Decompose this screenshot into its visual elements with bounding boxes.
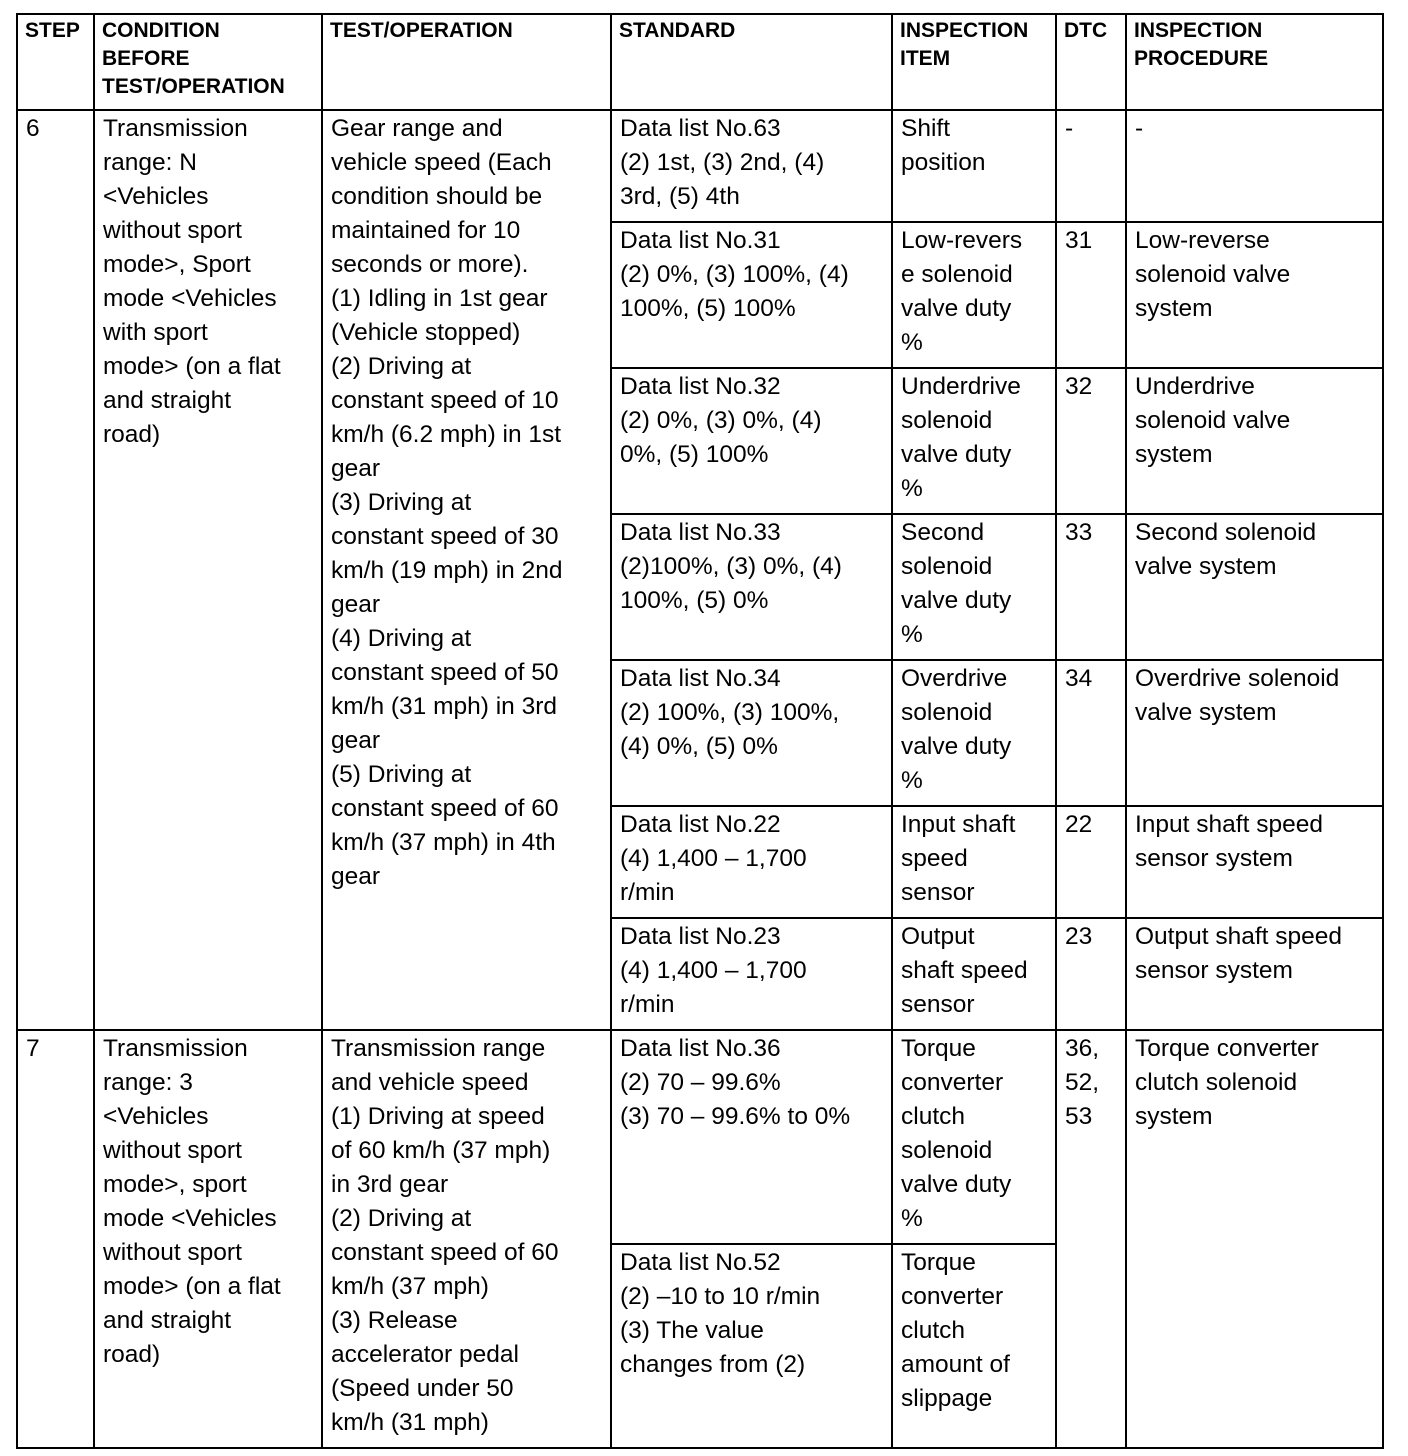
inspection-item-cell: Underdrive solenoid valve duty % (892, 368, 1056, 514)
inspection-item-cell: Low-revers e solenoid valve duty % (892, 222, 1056, 368)
condition-cell: Transmission range: N <Vehicles without sport mode>, Sport mode <Vehicles with sport mode> (on a flat and straight road) (94, 110, 322, 1030)
header-standard: STANDARD (611, 14, 892, 110)
inspection-procedure-cell: Overdrive solenoid valve system (1126, 660, 1383, 806)
standard-cell: Data list No.36 (2) 70 – 99.6% (3) 70 – 99.6% to 0% (611, 1030, 892, 1244)
standard-cell: Data list No.22 (4) 1,400 – 1,700 r/min (611, 806, 892, 918)
inspection-item-cell: Torque converter clutch amount of slippage (892, 1244, 1056, 1448)
condition-cell: Transmission range: 3 <Vehicles without sport mode>, sport mode <Vehicles without sport mode> (on a flat and straight road) (94, 1030, 322, 1448)
dtc-cell: 33 (1056, 514, 1126, 660)
inspection-procedure-cell: Underdrive solenoid valve system (1126, 368, 1383, 514)
inspection-procedure-cell: Torque converter clutch solenoid system (1126, 1030, 1383, 1448)
inspection-procedure-cell: - (1126, 110, 1383, 222)
dtc-cell: 31 (1056, 222, 1126, 368)
inspection-item-cell: Output shaft speed sensor (892, 918, 1056, 1030)
inspection-item-cell: Overdrive solenoid valve duty % (892, 660, 1056, 806)
standard-cell: Data list No.52 (2) –10 to 10 r/min (3) The value changes from (2) (611, 1244, 892, 1448)
header-inspection-item: INSPECTION ITEM (892, 14, 1056, 110)
standard-cell: Data list No.31 (2) 0%, (3) 100%, (4) 100%, (5) 100% (611, 222, 892, 368)
header-test-operation: TEST/OPERATION (322, 14, 611, 110)
dtc-cell: 32 (1056, 368, 1126, 514)
header-row (17, 14, 1383, 110)
inspection-procedure-cell: Second solenoid valve system (1126, 514, 1383, 660)
standard-cell: Data list No.23 (4) 1,400 – 1,700 r/min (611, 918, 892, 1030)
dtc-cell: 36, 52, 53 (1056, 1030, 1126, 1448)
inspection-procedure-cell: Low-reverse solenoid valve system (1126, 222, 1383, 368)
standard-cell: Data list No.32 (2) 0%, (3) 0%, (4) 0%, (5) 100% (611, 368, 892, 514)
standard-cell: Data list No.33 (2)100%, (3) 0%, (4) 100%, (5) 0% (611, 514, 892, 660)
inspection-item-cell: Input shaft speed sensor (892, 806, 1056, 918)
test-operation-cell: Transmission range and vehicle speed (1) Driving at speed of 60 km/h (37 mph) in 3rd gear (2) Driving at constant speed of 60 km/h (37 mph) (3) Release accelerator pedal (Speed under 50 km/h (31 mph) (322, 1030, 611, 1448)
dtc-cell: - (1056, 110, 1126, 222)
standard-cell: Data list No.34 (2) 100%, (3) 100%, (4) 0%, (5) 0% (611, 660, 892, 806)
header-condition: CONDITION BEFORE TEST/OPERATION (94, 14, 322, 110)
standard-cell: Data list No.63 (2) 1st, (3) 2nd, (4) 3rd, (5) 4th (611, 110, 892, 222)
header-dtc: DTC (1056, 14, 1126, 110)
dtc-cell: 23 (1056, 918, 1126, 1030)
table-row (17, 110, 1383, 222)
inspection-procedure-cell: Input shaft speed sensor system (1126, 806, 1383, 918)
dtc-cell: 34 (1056, 660, 1126, 806)
inspection-item-cell: Second solenoid valve duty % (892, 514, 1056, 660)
inspection-item-cell: Shift position (892, 110, 1056, 222)
table-row (17, 1030, 1383, 1244)
inspection-procedure-cell: Output shaft speed sensor system (1126, 918, 1383, 1030)
inspection-item-cell: Torque converter clutch solenoid valve duty % (892, 1030, 1056, 1244)
inspection-table (16, 13, 1384, 1449)
header-step: STEP (17, 14, 94, 110)
step-cell: 6 (17, 110, 94, 1030)
test-operation-cell: Gear range and vehicle speed (Each condition should be maintained for 10 seconds or more). (1) Idling in 1st gear (Vehicle stopped) (2) Driving at constant speed of 10 km/h (6.2 mph) in 1st gear (3) Driving at constant speed of 30 km/h (19 mph) in 2nd gear (4) Driving at constant speed of 50 km/h (31 mph) in 3rd gear (5) Driving at constant speed of 60 km/h (37 mph) in 4th gear (322, 110, 611, 1030)
header-inspection-procedure: INSPECTION PROCEDURE (1126, 14, 1383, 110)
dtc-cell: 22 (1056, 806, 1126, 918)
step-cell: 7 (17, 1030, 94, 1448)
